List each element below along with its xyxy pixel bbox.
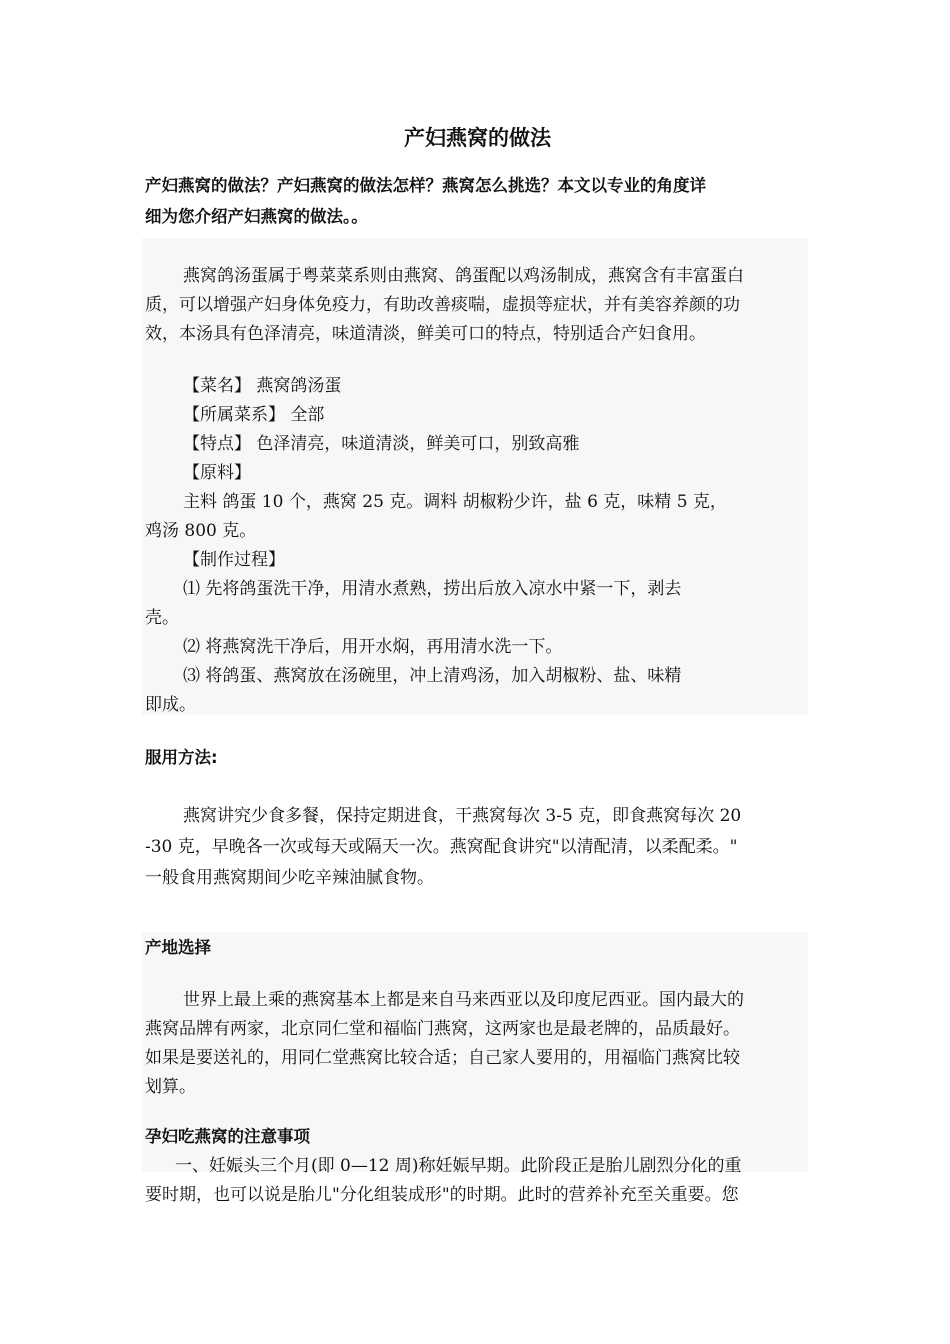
ingredients-line: 主料 鸽蛋 10 个，燕窝 25 克。调料 胡椒粉少许，盐 6 克，味精 5 克，	[183, 492, 727, 512]
intro-summary	[145, 170, 810, 232]
usage-heading: 服用方法:	[145, 748, 218, 767]
page-title: 产妇燕窝的做法	[404, 125, 551, 150]
cuisine-line: 【所属菜系】 全部	[183, 405, 325, 425]
description-line: 质，可以增强产妇身体免疫力，有助改善痰喘，虚损等症状，并有美容养颜的功	[145, 295, 740, 315]
usage-text	[145, 801, 810, 894]
description-line: 效，本汤具有色泽清亮，味道清淡，鲜美可口的特点，特别适合产妇食用。	[145, 324, 706, 344]
step-1-line: ⑴ 先将鸽蛋洗干净，用清水煮熟，捞出后放入凉水中紧一下，剥去	[183, 579, 682, 599]
origin-heading: 产地选择	[145, 938, 211, 957]
features-line: 【特点】 色泽清亮，味道清淡，鲜美可口，别致高雅	[183, 434, 580, 454]
pregnancy-heading: 孕妇吃燕窝的注意事项	[145, 1127, 310, 1146]
process-heading: 【制作过程】	[183, 550, 285, 570]
usage-line: -30 克，早晚各一次或每天或隔天一次。燕窝配食讲究"以清配清，以柔配柔。"	[145, 837, 738, 857]
ingredients-heading: 【原料】	[183, 463, 251, 483]
origin-text	[145, 986, 810, 1102]
origin-line: 世界上最上乘的燕窝基本上都是来自马来西亚以及印度尼西亚。国内最大的	[183, 990, 744, 1010]
step-2-line: ⑵ 将燕窝洗干净后，用开水焖，再用清水洗一下。	[183, 637, 563, 657]
origin-line: 如果是要送礼的，用同仁堂燕窝比较合适；自己家人要用的，用福临门燕窝比较	[145, 1048, 740, 1068]
intro-line: 产妇燕窝的做法？产妇燕窝的做法怎样？燕窝怎么挑选？本文以专业的角度详	[145, 176, 706, 195]
step-3-line: ⑶ 将鸽蛋、燕窝放在汤碗里，冲上清鸡汤，加入胡椒粉、盐、味精	[183, 666, 682, 686]
pregnancy-text	[145, 1152, 810, 1210]
recipe-description	[145, 262, 810, 349]
origin-line: 划算。	[145, 1077, 196, 1097]
recipe-details	[145, 372, 810, 720]
usage-line: 一般食用燕窝期间少吃辛辣油腻食物。	[145, 868, 434, 888]
pregnancy-line: 要时期，也可以说是胎儿"分化组装成形"的时期。此时的营养补充至关重要。您	[145, 1185, 739, 1205]
description-line: 燕窝鸽汤蛋属于粤菜菜系则由燕窝、鸽蛋配以鸡汤制成，燕窝含有丰富蛋白	[183, 266, 744, 286]
usage-line: 燕窝讲究少食多餐，保持定期进食，干燕窝每次 3-5 克，即食燕窝每次 20	[183, 806, 742, 826]
intro-line: 细为您介绍产妇燕窝的做法。。	[145, 207, 368, 226]
origin-line: 燕窝品牌有两家，北京同仁堂和福临门燕窝，这两家也是最老牌的，品质最好。	[145, 1019, 740, 1039]
step-3-line: 即成。	[145, 695, 196, 715]
dish-name-line: 【菜名】 燕窝鸽汤蛋	[183, 376, 342, 396]
pregnancy-line: 一、妊娠头三个月(即 0—12 周)称妊娠早期。此阶段正是胎儿剧烈分化的重	[175, 1156, 742, 1176]
step-1-line: 壳。	[145, 608, 179, 628]
ingredients-line: 鸡汤 800 克。	[145, 521, 257, 541]
